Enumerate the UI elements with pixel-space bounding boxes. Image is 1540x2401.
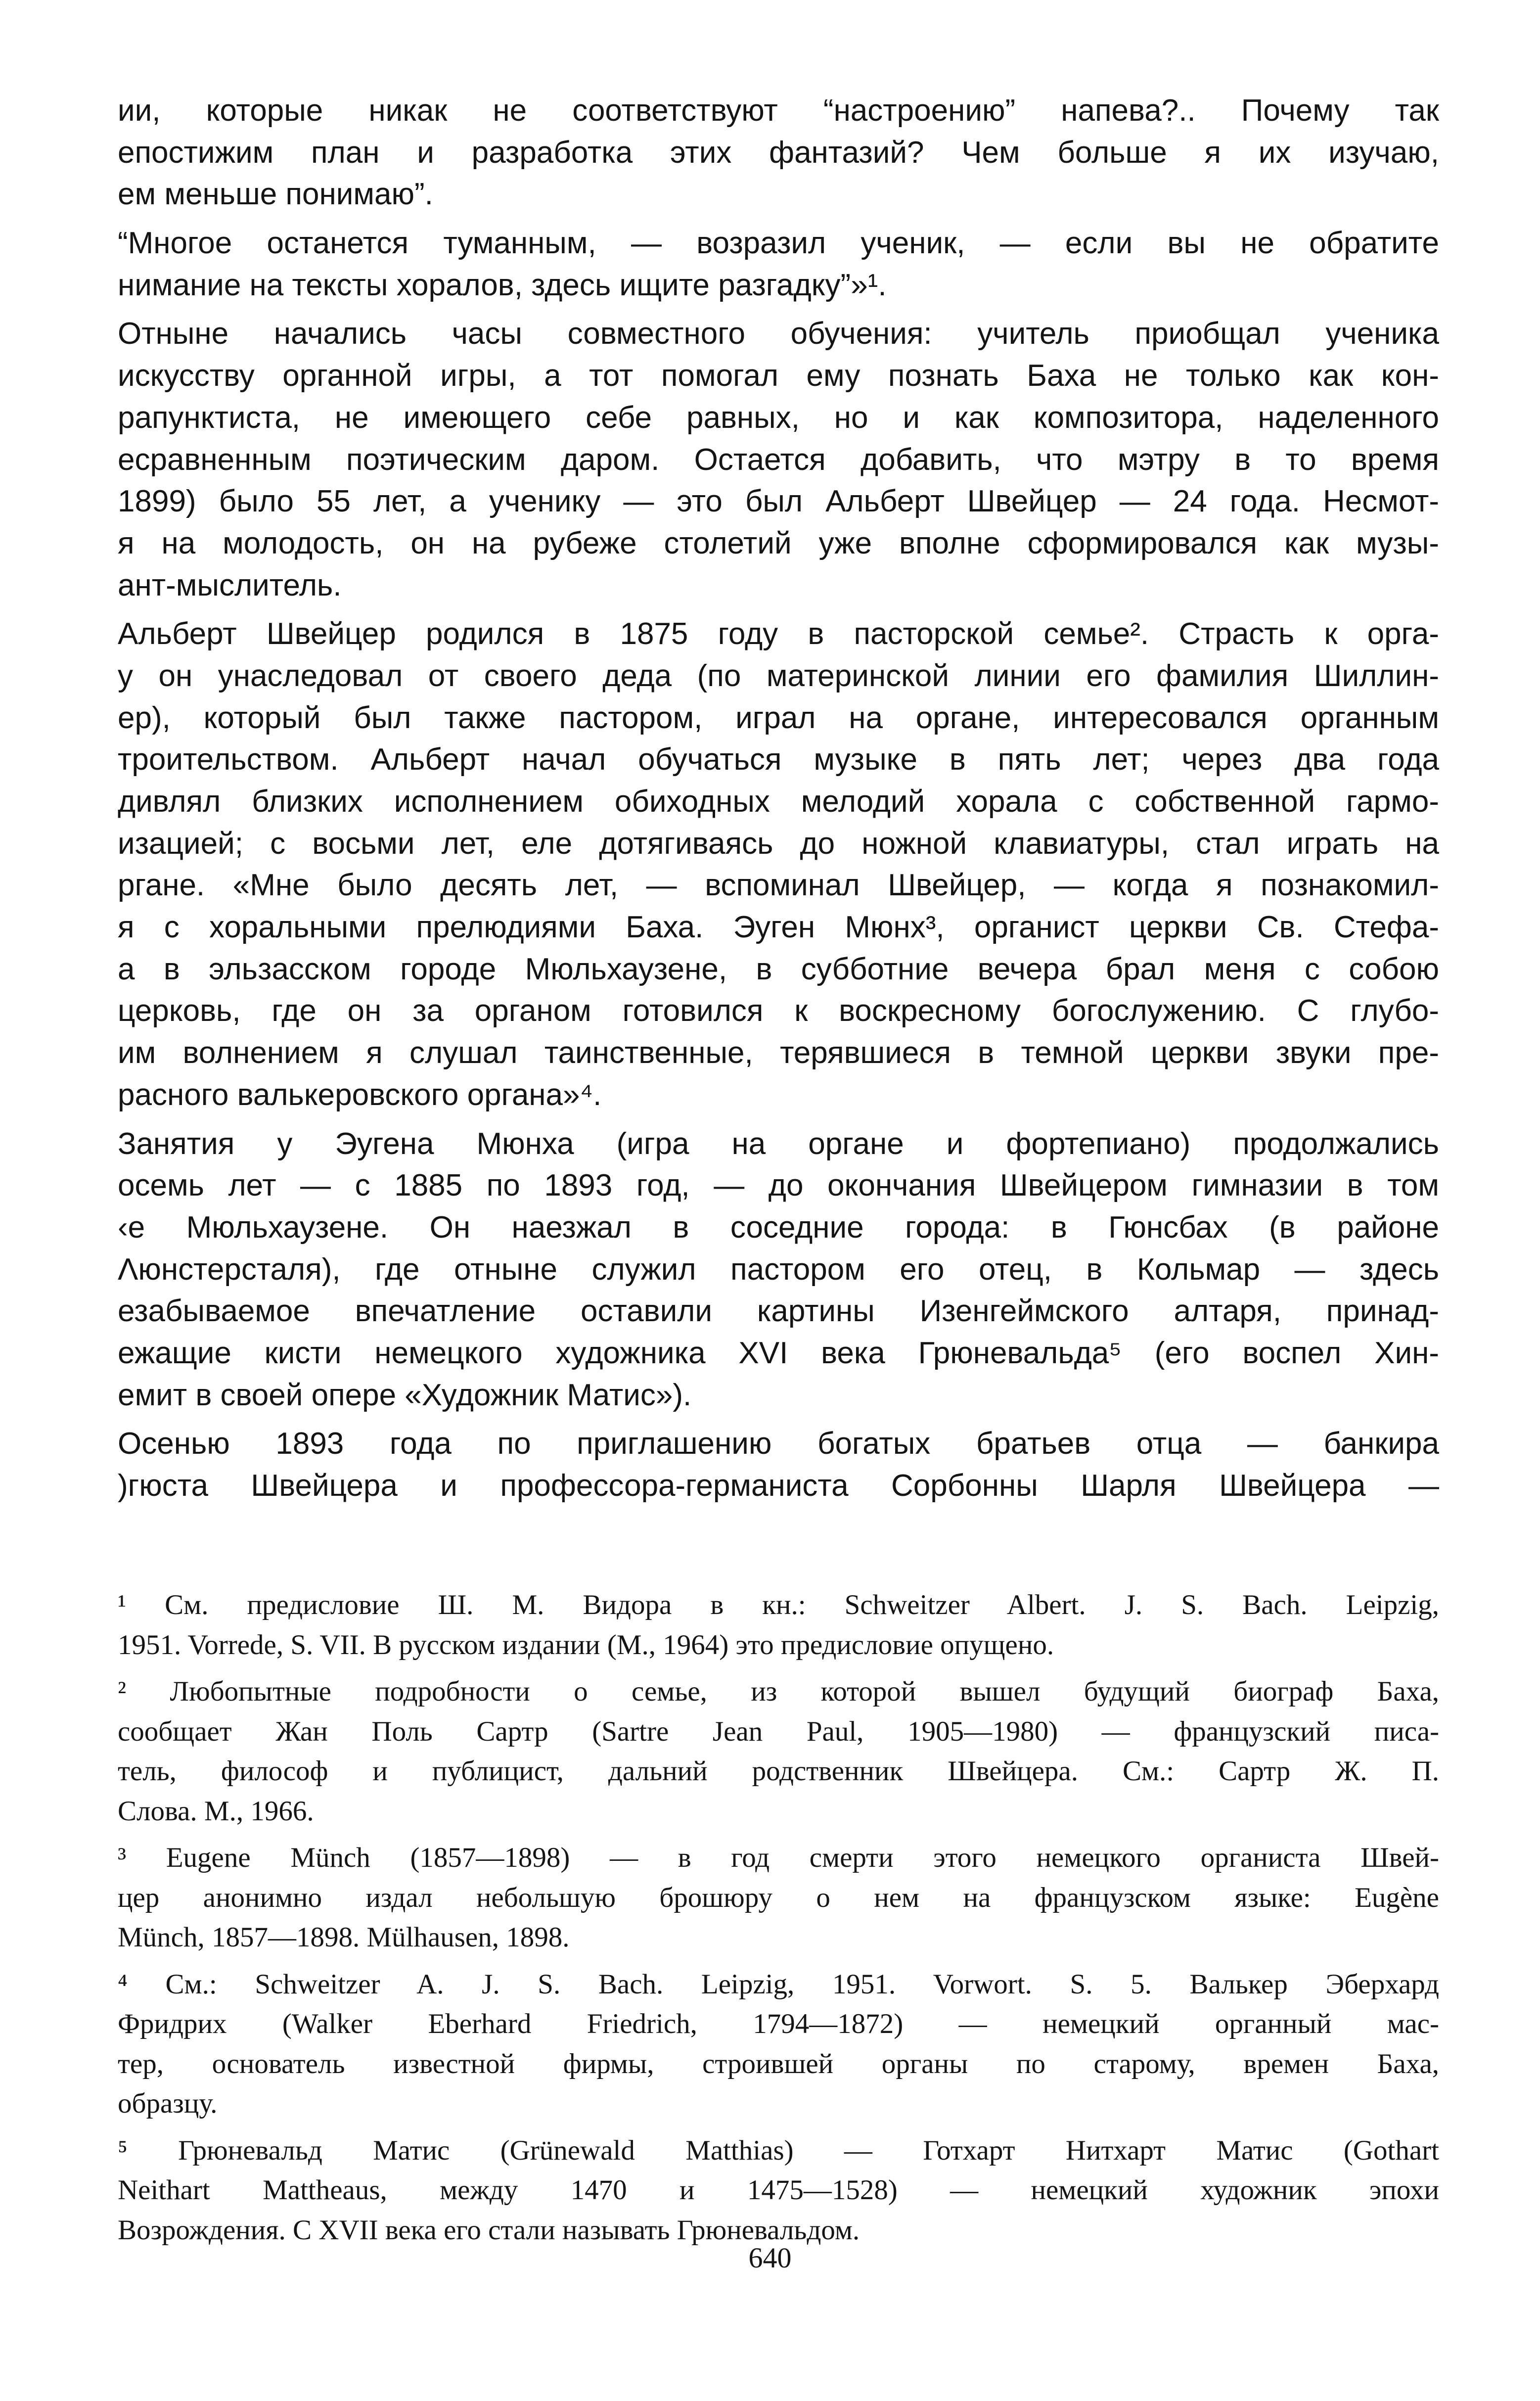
footnote-line: образцу. bbox=[118, 2088, 218, 2119]
footnote-line: Münch, 1857—1898. Mülhausen, 1898. bbox=[118, 1922, 570, 1953]
text-line: осемь лет — с 1885 по 1893 год, — до окончания Швейцером гимназии в том bbox=[118, 1168, 1439, 1203]
text-line: им волнением я слушал таинственные, терявшиеся в темной церкви звуки пре- bbox=[118, 1036, 1439, 1070]
footnote-1 bbox=[118, 1585, 1439, 1665]
footnote-line: тер, основатель известной фирмы, строившей органы по старому, времен Баха, bbox=[118, 2048, 1439, 2079]
footnote-4 bbox=[118, 1965, 1439, 2124]
text-line: Отныне начались часы совместного обучения: учитель приобщал ученика bbox=[118, 317, 1439, 351]
footnote-line: ³ Eugene Münch (1857—1898) — в год смерти этого немецкого органиста Швей- bbox=[118, 1842, 1439, 1873]
text-line: ант-мыслитель. bbox=[118, 568, 342, 602]
paragraph-5 bbox=[118, 1123, 1439, 1417]
text-line: Занятия у Эугена Мюнха (игра на органе и фортепиано) продолжались bbox=[118, 1126, 1439, 1161]
footnote-line: ⁵ Грюневальд Матис (Grünewald Matthias) — Готхарт Нитхарт Матис (Gothart bbox=[118, 2134, 1439, 2166]
text-line: ем меньше понимаю”. bbox=[118, 177, 433, 212]
paragraph-6 bbox=[118, 1423, 1439, 1507]
footnote-3 bbox=[118, 1838, 1439, 1958]
main-text bbox=[118, 90, 1439, 1507]
text-line: ер), который был также пастором, играл на органе, интересовался органным bbox=[118, 700, 1439, 735]
text-line: нимание на тексты хоралов, здесь ищите разгадку”»¹. bbox=[118, 268, 887, 302]
footnotes bbox=[118, 1585, 1439, 2250]
footnote-line: ² Любопытные подробности о семье, из которой вышел будущий биограф Баха, bbox=[118, 1676, 1439, 1707]
paragraph-4 bbox=[118, 613, 1439, 1116]
text-line: епостижим план и разработка этих фантазий? Чем больше я их изучаю, bbox=[118, 135, 1439, 170]
paragraph-3 bbox=[118, 313, 1439, 606]
footnote-line: цер анонимно издал небольшую брошюру о нем на французском языке: Eugène bbox=[118, 1882, 1439, 1913]
text-line: 1899) было 55 лет, а ученику — это был Альберт Швейцер — 24 года. Несмот- bbox=[118, 484, 1439, 519]
page-number: 640 bbox=[748, 2242, 792, 2274]
footnote-line: ⁴ См.: Schweitzer A. J. S. Bach. Leipzig, 1951. Vorwort. S. 5. Валькер Эберхард bbox=[118, 1968, 1439, 2000]
text-line: ежащие кисти немецкого художника XVI века Грюневальда⁵ (его воспел Хин- bbox=[118, 1336, 1439, 1370]
text-line: Осенью 1893 года по приглашению богатых братьев отца — банкира bbox=[118, 1427, 1439, 1461]
text-line: ‹е Мюльхаузене. Он наезжал в соседние города: в Гюнсбах (в районе bbox=[118, 1210, 1439, 1245]
footnote-5 bbox=[118, 2131, 1439, 2251]
text-line: а в эльзасском городе Мюльхаузене, в субботние вечера брал меня с собою bbox=[118, 952, 1439, 986]
text-line: дивлял близких исполнением обиходных мелодий хорала с собственной гармо- bbox=[118, 785, 1439, 819]
text-line: езабываемое впечатление оставили картины Изенгеймского алтаря, принад- bbox=[118, 1294, 1439, 1329]
footnote-line: Слова. М., 1966. bbox=[118, 1795, 314, 1827]
footnote-line: ¹ См. предисловие Ш. М. Видора в кн.: Schweitzer Albert. J. S. Bach. Leipzig, bbox=[118, 1589, 1439, 1620]
text-line: я с хоральными прелюдиями Баха. Эуген Мюнх³, органист церкви Св. Стефа- bbox=[118, 910, 1439, 945]
text-line: Альберт Швейцер родился в 1875 году в пасторской семье². Страсть к орга- bbox=[118, 617, 1439, 651]
footnote-line: Возрождения. С XVII века его стали называть Грюневальдом. bbox=[118, 2214, 860, 2246]
text-line: искусству органной игры, а тот помогал ему познать Баха не только как кон- bbox=[118, 359, 1439, 393]
footnote-line: тель, философ и публицист, дальний родственник Швейцера. См.: Сартр Ж. П. bbox=[118, 1755, 1439, 1787]
text-line: Λюнстерсталя), где отныне служил пастором его отец, в Кольмар — здесь bbox=[118, 1252, 1439, 1287]
text-line: ргане. «Мне было десять лет, — вспоминал Швейцер, — когда я познакомил- bbox=[118, 868, 1439, 903]
text-line: изацией; с восьми лет, еле дотягиваясь до ножной клавиатуры, стал играть на bbox=[118, 826, 1439, 861]
footnote-line: 1951. Vorrede, S. VII. В русском издании (М., 1964) это предисловие опущено. bbox=[118, 1629, 1054, 1661]
text-line: у он унаследовал от своего деда (по материнской линии его фамилия Шиллин- bbox=[118, 658, 1439, 693]
footnote-line: Фридрих (Walker Eberhard Friedrich, 1794—1872) — немецкий органный мас- bbox=[118, 2008, 1439, 2039]
footnote-line: сообщает Жан Поль Сартр (Sartre Jean Paul, 1905—1980) — французский писа- bbox=[118, 1715, 1439, 1747]
text-line: ии, которые никак не соответствуют “настроению” напева?.. Почему так bbox=[118, 93, 1439, 128]
text-line: есравненным поэтическим даром. Остается добавить, что мэтру в то время bbox=[118, 442, 1439, 477]
text-line: я на молодость, он на рубеже столетий уже вполне сформировался как музы- bbox=[118, 526, 1439, 560]
text-line: рапунктиста, не имеющего себе равных, но и как композитора, наделенного bbox=[118, 400, 1439, 435]
text-line: емит в своей опере «Художник Матис»). bbox=[118, 1378, 692, 1412]
text-line: )гюста Швейцера и профессора-германиста Сорбонны Шарля Швейцера — bbox=[118, 1469, 1439, 1503]
paragraph-2 bbox=[118, 223, 1439, 306]
footnote-line: Neithart Mattheaus, между 1470 и 1475—1528) — немецкий художник эпохи bbox=[118, 2174, 1439, 2206]
text-line: “Многое останется туманным, — возразил ученик, — если вы не обратите bbox=[118, 226, 1439, 261]
text-line: троительством. Альберт начал обучаться музыке в пять лет; через два года bbox=[118, 742, 1439, 777]
text-line: церковь, где он за органом готовился к воскресному богослужению. С глубо- bbox=[118, 994, 1439, 1028]
paragraph-1 bbox=[118, 90, 1439, 216]
footnote-2 bbox=[118, 1672, 1439, 1831]
text-line: расного валькеровского органа»⁴. bbox=[118, 1077, 602, 1112]
